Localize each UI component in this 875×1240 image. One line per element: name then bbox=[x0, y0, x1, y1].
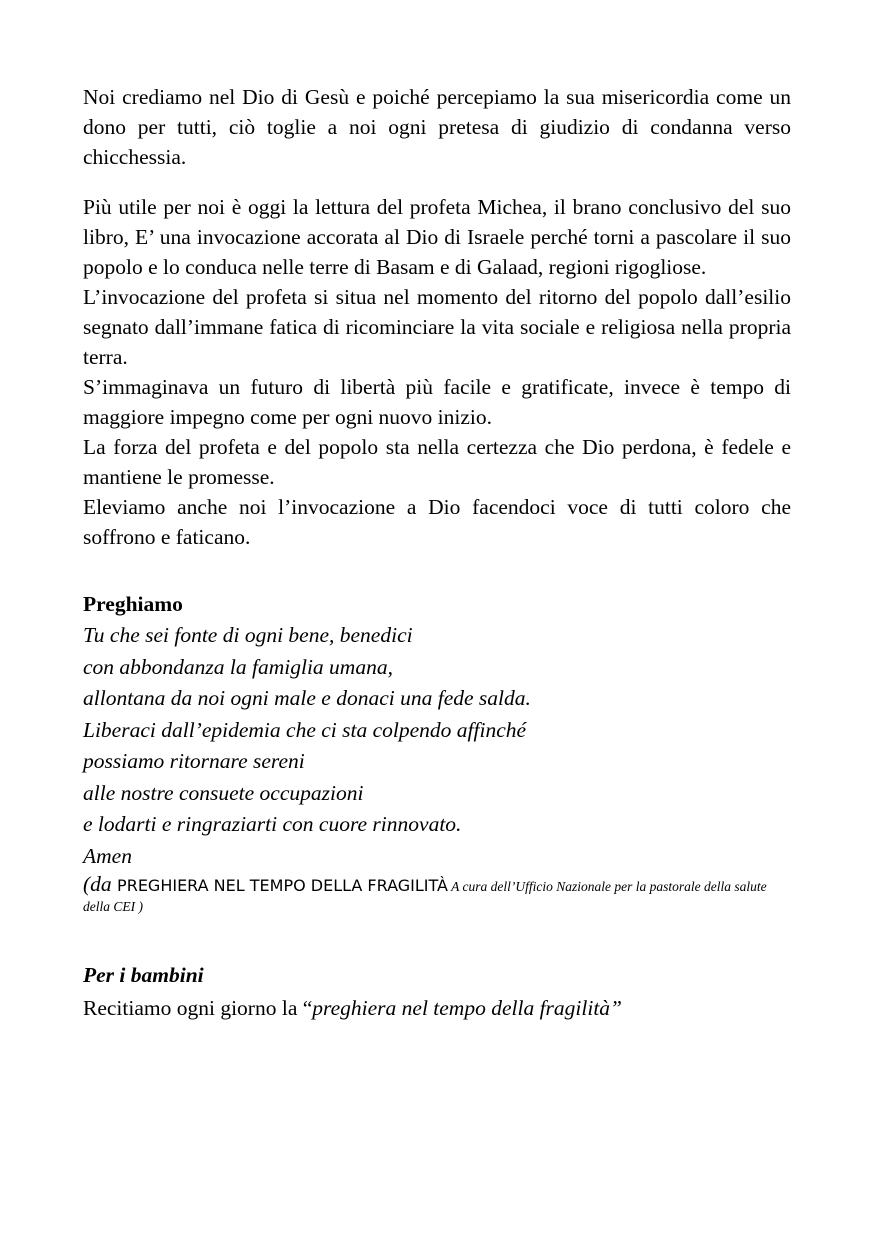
prayer-line: Amen bbox=[83, 843, 132, 868]
prayer-line: allontana da noi ogni male e donaci una fede salda. bbox=[83, 686, 531, 710]
body-paragraph: Più utile per noi è oggi la lettura del profeta Michea, il brano conclusivo del suo libro, E’ una invocazione accorata al Dio di Israele perché torni a pascolare il suo popolo e lo conduca nelle terre di Basam e di Galaad, regioni rigogliose. bbox=[83, 195, 791, 279]
source-prefix: (da bbox=[83, 872, 118, 896]
prayer-line: Tu che sei fonte di ogni bene, benedici bbox=[83, 623, 413, 647]
prayer-line: alle nostre consuete occupazioni bbox=[83, 780, 364, 805]
body-paragraph: Eleviamo anche noi l’invocazione a Dio facendoci voce di tutti coloro che soffrono e faticano. bbox=[83, 495, 791, 549]
kids-text-italic: preghiera nel tempo della fragilità” bbox=[312, 996, 623, 1020]
source-note: A cura dell’Ufficio Nazionale per la pastorale della salute della CEI ) bbox=[83, 879, 767, 914]
body-paragraph: S’immaginava un futuro di libertà più facile e gratificate, invece è tempo di maggiore impegno come per ogni nuovo inizio. bbox=[83, 375, 791, 429]
document-page bbox=[83, 82, 791, 1023]
kids-heading: Per i bambini bbox=[83, 963, 204, 987]
prayer-text bbox=[83, 620, 791, 872]
prayer-line: e lodarti e ringraziarti con cuore rinnovato. bbox=[83, 812, 462, 836]
prayer-heading: Preghiamo bbox=[83, 592, 183, 616]
intro-paragraph: Noi crediamo nel Dio di Gesù e poiché percepiamo la sua misericordia come un dono per tutti, ciò toglie a noi ogni pretesa di giudizio di condanna verso chicchessia. bbox=[83, 85, 791, 169]
body-paragraph: L’invocazione del profeta si situa nel momento del ritorno del popolo dall’esilio segnato dall’immane fatica di ricominciare la vita sociale e religiosa nella propria terra. bbox=[83, 285, 791, 369]
prayer-source bbox=[83, 874, 791, 917]
kids-text bbox=[83, 993, 791, 1023]
body-paragraph: La forza del profeta e del popolo sta nella certezza che Dio perdona, è fedele e mantiene le promesse. bbox=[83, 435, 791, 489]
source-title: PREGHIERA NEL TEMPO DELLA FRAGILITÀ bbox=[117, 876, 448, 895]
prayer-line: Liberaci dall’epidemia che ci sta colpendo affinché bbox=[83, 717, 527, 742]
kids-text-prefix: Recitiamo ogni giorno la “ bbox=[83, 996, 313, 1020]
prayer-line: possiamo ritornare sereni bbox=[83, 749, 305, 773]
prayer-line: con abbondanza la famiglia umana, bbox=[83, 654, 393, 679]
